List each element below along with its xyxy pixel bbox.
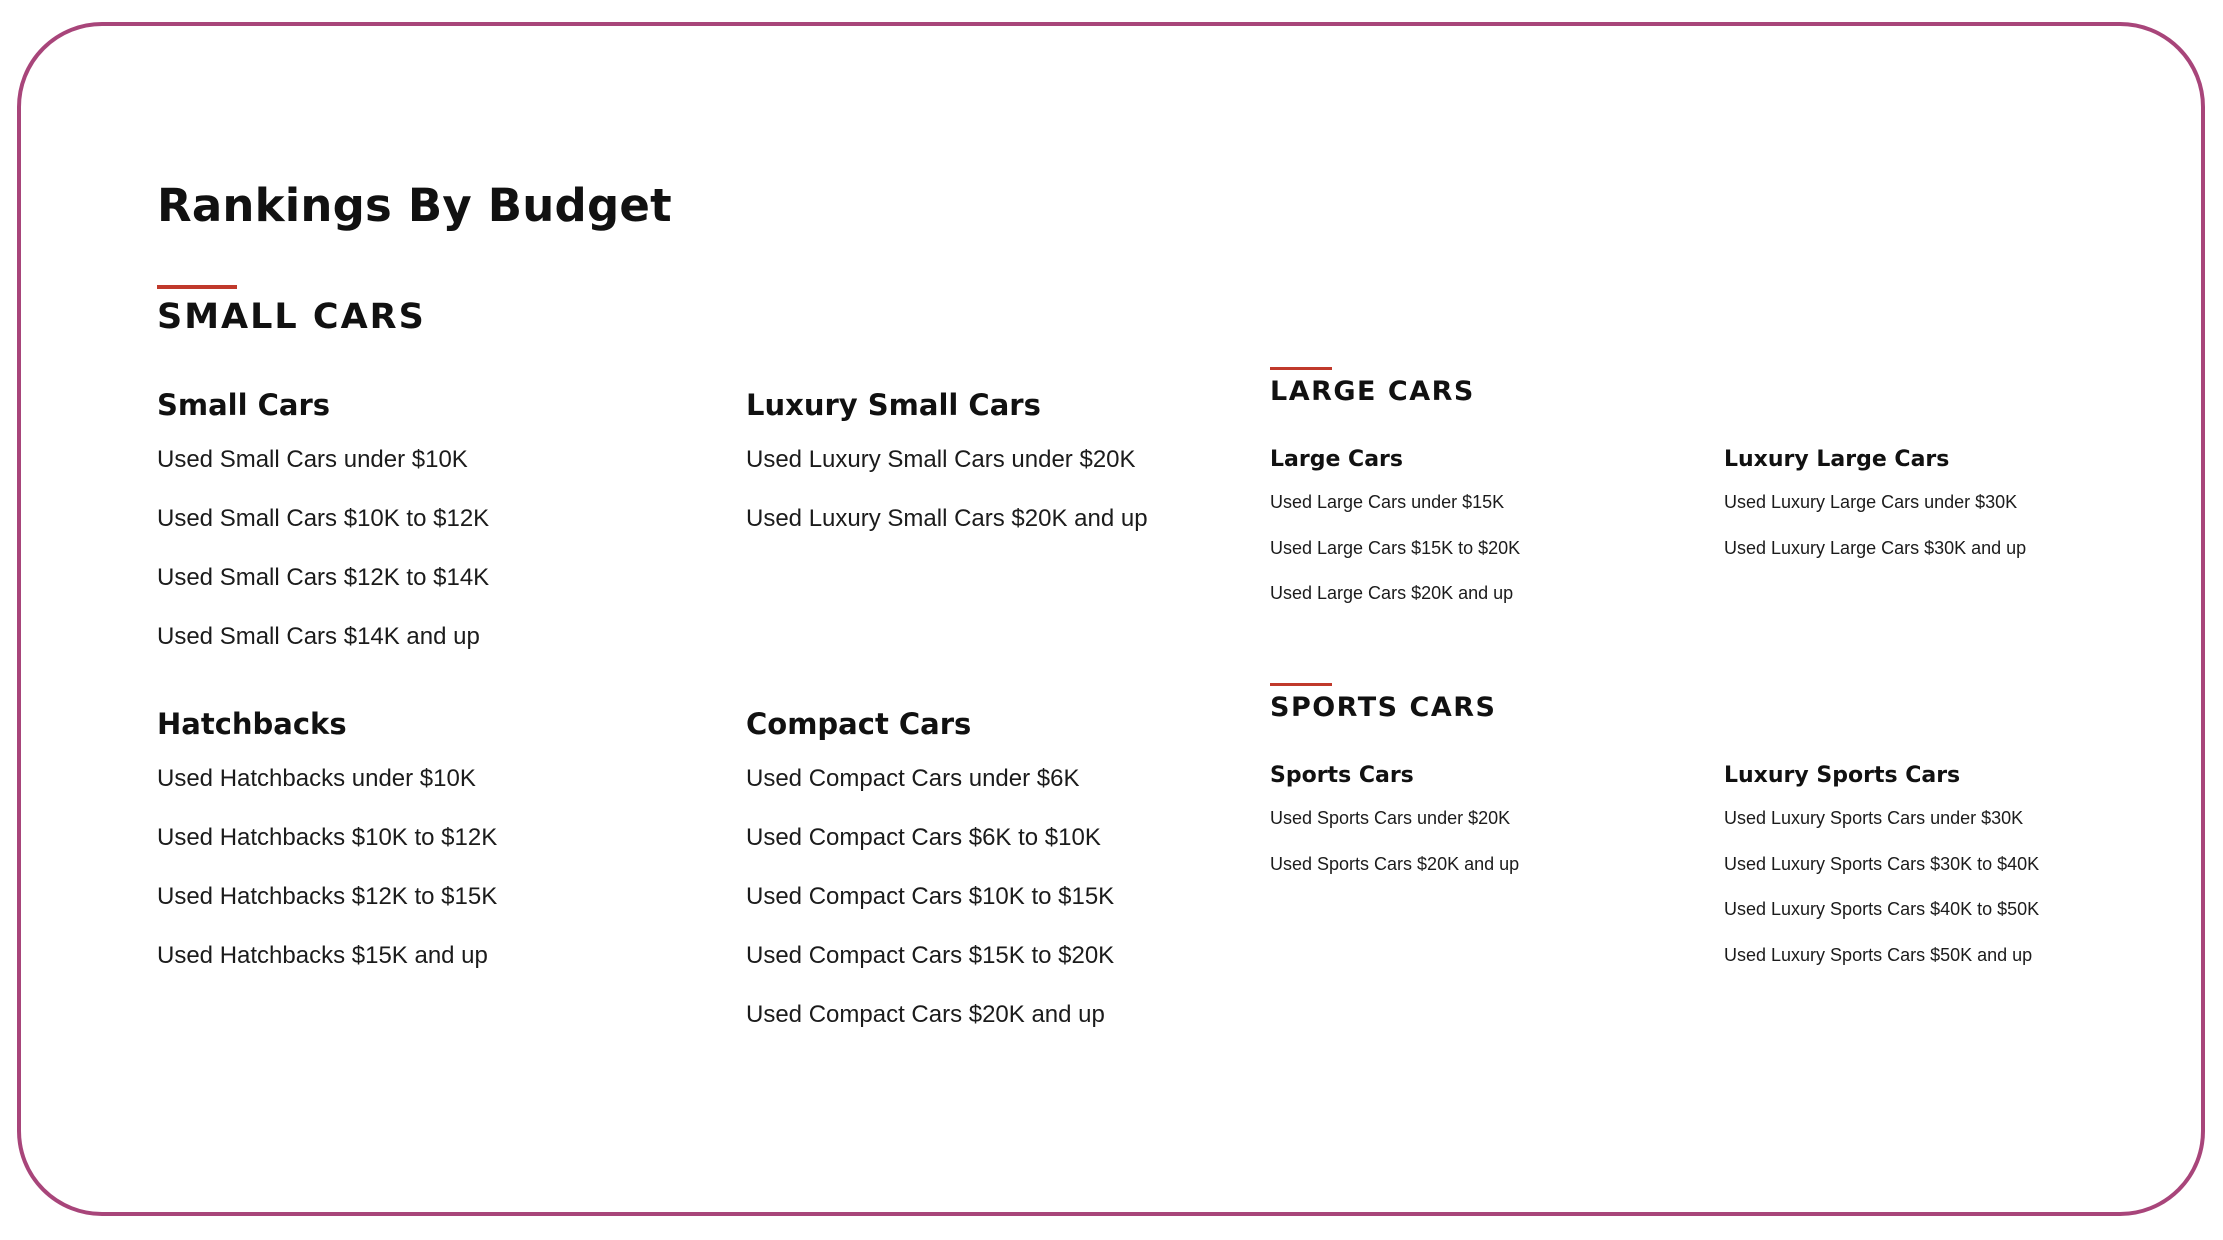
list-item [1270, 490, 1520, 536]
section-accent-bar [157, 285, 237, 289]
list-item [1270, 852, 1519, 898]
list-item [746, 445, 1148, 504]
link-hatchbacks-under-10k[interactable]: Used Hatchbacks under $10K [157, 765, 476, 792]
link-compact-cars-15k-20k[interactable]: Used Compact Cars $15K to $20K [746, 942, 1115, 969]
link-large-cars-20k-up[interactable]: Used Large Cars $20K and up [1270, 583, 1514, 603]
list-item [746, 504, 1148, 563]
link-small-cars-under-10k[interactable]: Used Small Cars under $10K [157, 446, 468, 473]
link-luxury-small-cars-under-20k[interactable]: Used Luxury Small Cars under $20K [746, 446, 1136, 473]
list-item [746, 1000, 1114, 1059]
link-list [746, 764, 1114, 1059]
list-item [157, 504, 489, 563]
group-title-luxury-large-cars: Luxury Large Cars [1724, 447, 1950, 472]
link-sports-cars-20k-up[interactable]: Used Sports Cars $20K and up [1270, 853, 1520, 874]
group-hatchbacks [157, 706, 497, 1000]
link-luxury-large-cars-under-30k[interactable]: Used Luxury Large Cars under $30K [1724, 492, 2018, 512]
link-list [1724, 490, 2026, 581]
group-title-luxury-small-cars: Luxury Small Cars [746, 388, 1041, 422]
group-sports-cars [1270, 762, 1519, 897]
group-title-hatchbacks: Hatchbacks [157, 707, 347, 741]
link-small-cars-14k-up[interactable]: Used Small Cars $14K and up [157, 623, 480, 650]
section-heading-sports-cars: SPORTS CARS [1270, 692, 1497, 723]
link-compact-cars-20k-up[interactable]: Used Compact Cars $20K and up [746, 1001, 1105, 1028]
list-item [157, 882, 497, 941]
link-list [157, 764, 497, 1000]
list-item [157, 941, 497, 1000]
group-title-luxury-sports-cars: Luxury Sports Cars [1724, 763, 1961, 788]
link-sports-cars-under-20k[interactable]: Used Sports Cars under $20K [1270, 808, 1511, 828]
list-item [1724, 943, 2039, 989]
link-list [157, 445, 489, 681]
list-item [746, 882, 1114, 941]
group-luxury-small-cars [746, 387, 1148, 563]
section-heading-small-cars: SMALL CARS [157, 297, 426, 337]
group-title-large-cars: Large Cars [1270, 447, 1403, 472]
list-item [1270, 581, 1520, 627]
group-title-small-cars: Small Cars [157, 388, 331, 422]
list-item [157, 563, 489, 622]
list-item [157, 445, 489, 504]
list-item [157, 622, 489, 681]
list-item [1724, 806, 2039, 852]
link-compact-cars-6k-10k[interactable]: Used Compact Cars $6K to $10K [746, 824, 1101, 851]
list-item [1724, 852, 2039, 898]
link-hatchbacks-15k-up[interactable]: Used Hatchbacks $15K and up [157, 942, 488, 969]
group-title-compact-cars: Compact Cars [746, 707, 972, 741]
list-item [157, 764, 497, 823]
link-luxury-sports-cars-under-30k[interactable]: Used Luxury Sports Cars under $30K [1724, 808, 2024, 828]
link-luxury-small-cars-20k-up[interactable]: Used Luxury Small Cars $20K and up [746, 505, 1148, 532]
list-item [1270, 536, 1520, 582]
list-item [746, 823, 1114, 882]
group-compact-cars [746, 706, 1114, 1059]
list-item [746, 764, 1114, 823]
link-luxury-sports-cars-30k-40k[interactable]: Used Luxury Sports Cars $30K to $40K [1724, 853, 2040, 874]
page-title: Rankings By Budget [157, 179, 672, 232]
link-compact-cars-10k-15k[interactable]: Used Compact Cars $10K to $15K [746, 883, 1115, 910]
link-large-cars-15k-20k[interactable]: Used Large Cars $15K to $20K [1270, 537, 1521, 558]
list-item [157, 823, 497, 882]
list-item [1724, 490, 2026, 536]
list-item [1724, 897, 2039, 943]
link-list [1270, 490, 1520, 627]
link-luxury-large-cars-30k-up[interactable]: Used Luxury Large Cars $30K and up [1724, 537, 2027, 558]
link-luxury-sports-cars-50k-up[interactable]: Used Luxury Sports Cars $50K and up [1724, 944, 2033, 965]
link-large-cars-under-15k[interactable]: Used Large Cars under $15K [1270, 492, 1505, 512]
link-compact-cars-under-6k[interactable]: Used Compact Cars under $6K [746, 765, 1080, 792]
section-heading-large-cars: LARGE CARS [1270, 376, 1475, 407]
group-large-cars [1270, 446, 1520, 627]
link-small-cars-12k-14k[interactable]: Used Small Cars $12K to $14K [157, 564, 490, 591]
group-luxury-large-cars [1724, 446, 2026, 581]
link-hatchbacks-10k-12k[interactable]: Used Hatchbacks $10K to $12K [157, 824, 498, 851]
list-item [1724, 536, 2026, 582]
list-item [746, 941, 1114, 1000]
link-list [746, 445, 1148, 563]
link-list [1724, 806, 2039, 988]
group-small-cars [157, 387, 489, 681]
section-accent-bar [1270, 683, 1332, 686]
link-list [1270, 806, 1519, 897]
link-hatchbacks-12k-15k[interactable]: Used Hatchbacks $12K to $15K [157, 883, 498, 910]
group-luxury-sports-cars [1724, 762, 2039, 988]
list-item [1270, 806, 1519, 852]
section-accent-bar [1270, 367, 1332, 370]
group-title-sports-cars: Sports Cars [1270, 763, 1414, 788]
link-small-cars-10k-12k[interactable]: Used Small Cars $10K to $12K [157, 505, 490, 532]
link-luxury-sports-cars-40k-50k[interactable]: Used Luxury Sports Cars $40K to $50K [1724, 899, 2040, 919]
